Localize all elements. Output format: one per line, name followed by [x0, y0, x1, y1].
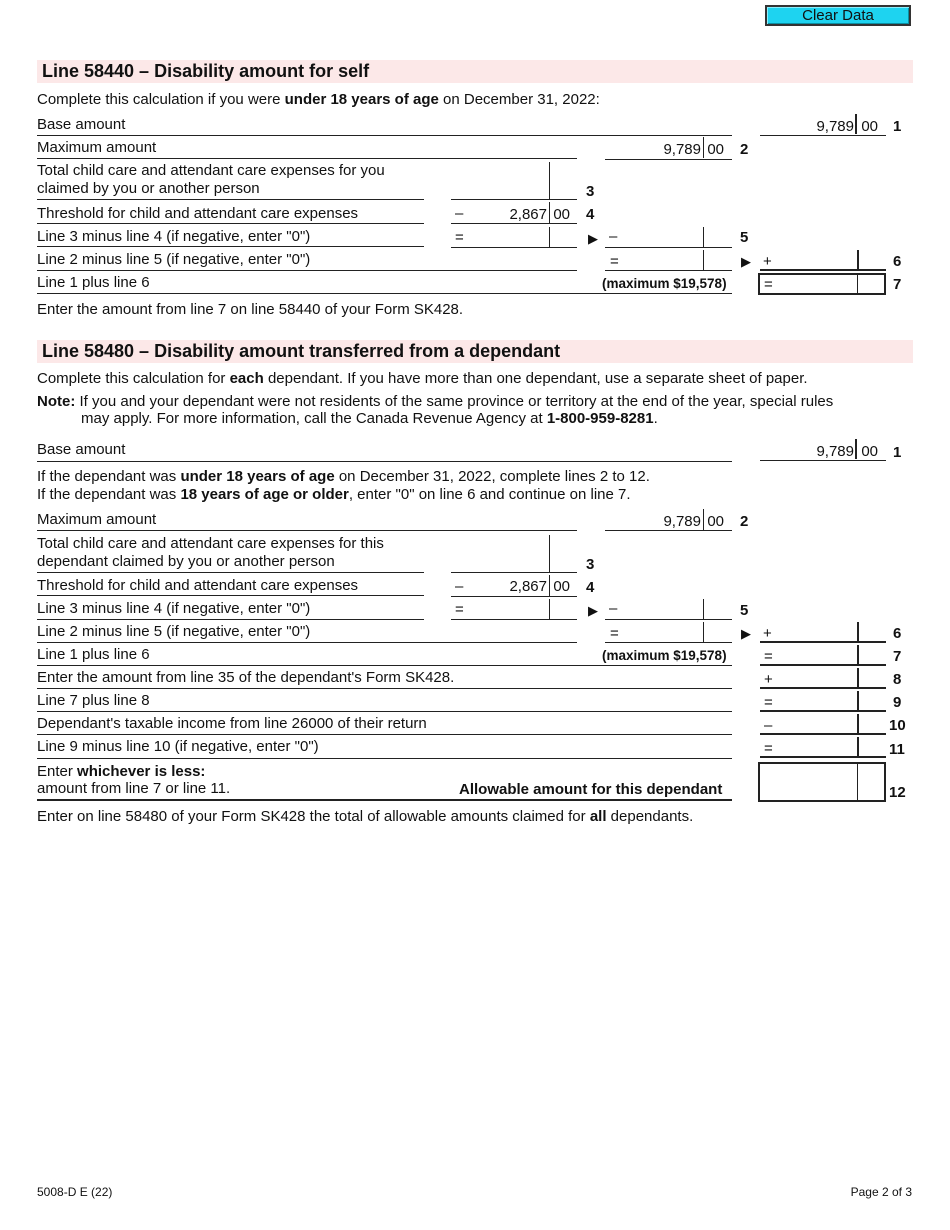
dep-line-9-label: Line 7 plus line 8 — [37, 692, 150, 709]
section-intro: Complete this calculation if you were under 18 years of age on December 31, 2022: — [37, 91, 600, 108]
dep-line-3-label-a: Total child care and attendant care expenses for this — [37, 535, 384, 552]
dep-line-1-label: Base amount — [37, 441, 126, 458]
form-number: 5008-D E (22) — [37, 1185, 113, 1199]
line-4-cents: 00 — [553, 206, 570, 223]
line-2-dollars: 9,789 — [663, 141, 701, 158]
line-2-cents: 00 — [707, 141, 724, 158]
line-3-label-b: claimed by you or another person — [37, 180, 260, 197]
dep-line-7-label: Line 1 plus line 6 — [37, 646, 150, 663]
dep-line-5-label: Line 3 minus line 4 (if negative, enter "0") — [37, 600, 311, 617]
maximum-note: (maximum $19,578) — [602, 648, 727, 663]
section-title: Line 58440 – Disability amount for self — [42, 61, 370, 81]
line-1-label: Base amount — [37, 116, 126, 133]
dep-line-4-cents: 00 — [553, 578, 570, 595]
dep-line-4-dollars: 2,867 — [509, 578, 547, 595]
dep-line-1-cents: 00 — [861, 443, 878, 460]
allowable-amount-label: Allowable amount for this dependant — [459, 781, 723, 798]
dep-line-12-label-b: amount from line 7 or line 11. — [37, 780, 231, 797]
section-title: Line 58480 – Disability amount transferred from a dependant — [42, 341, 561, 361]
dep-line-2-label: Maximum amount — [37, 511, 157, 528]
line-1-dollars: 9,789 — [816, 118, 854, 135]
dep-line-11-label: Line 9 minus line 10 (if negative, enter "0") — [37, 738, 319, 755]
line-7-total-box[interactable] — [758, 273, 886, 295]
dep-line-3-label-b: dependant claimed by you or another person — [37, 553, 335, 570]
note-line-2: may apply. For more information, call the Canada Revenue Agency at 1-800-959-8281. — [81, 410, 658, 427]
line-12-allowable-box[interactable] — [758, 762, 886, 802]
dep-line-12-label-a: Enter whichever is less: — [37, 763, 206, 780]
line-3-label-a: Total child care and attendant care expenses for you — [37, 162, 385, 179]
dep-line-10-label: Dependant's taxable income from line 26000 of their return — [37, 715, 427, 732]
dep-line-2-cents: 00 — [707, 513, 724, 530]
line-2-label: Maximum amount — [37, 139, 157, 156]
line-7-label: Line 1 plus line 6 — [37, 274, 150, 291]
dep-line-4-label: Threshold for child and attendant care expenses — [37, 577, 359, 594]
line-1-cents: 00 — [861, 118, 878, 135]
note-line-1: Note: If you and your dependant were not residents of the same province or territory at the end of the year, special rules — [37, 393, 834, 410]
page-number: Page 2 of 3 — [850, 1185, 912, 1199]
dep-line-1-dollars: 9,789 — [816, 443, 854, 460]
line-6-label: Line 2 minus line 5 (if negative, enter "0") — [37, 251, 311, 268]
section-header-58440 — [37, 60, 913, 83]
maximum-note: (maximum $19,578) — [602, 276, 727, 291]
section-header-58480 — [37, 340, 913, 363]
section-2-instruction: Enter on line 58480 of your Form SK428 the total of allowable amounts claimed for all dependants. — [37, 808, 694, 825]
line-4-dollars: 2,867 — [509, 206, 547, 223]
dep-line-6-label: Line 2 minus line 5 (if negative, enter "0") — [37, 623, 311, 640]
section-intro: Complete this calculation for each dependant. If you have more than one dependant, use a separate sheet of paper. — [37, 370, 808, 387]
line-5-label: Line 3 minus line 4 (if negative, enter "0") — [37, 228, 311, 245]
condition-under-18: If the dependant was under 18 years of age on December 31, 2022, complete lines 2 to 12. — [37, 468, 650, 485]
line-4-label: Threshold for child and attendant care expenses — [37, 205, 359, 222]
dep-line-8-label: Enter the amount from line 35 of the dependant's Form SK428. — [37, 669, 455, 686]
section-1-instruction: Enter the amount from line 7 on line 58440 of your Form SK428. — [37, 301, 464, 318]
clear-data-button[interactable]: Clear Data — [765, 5, 911, 26]
dep-line-2-dollars: 9,789 — [663, 513, 701, 530]
condition-18-or-older: If the dependant was 18 years of age or older, enter "0" on line 6 and continue on line 7. — [37, 486, 631, 503]
